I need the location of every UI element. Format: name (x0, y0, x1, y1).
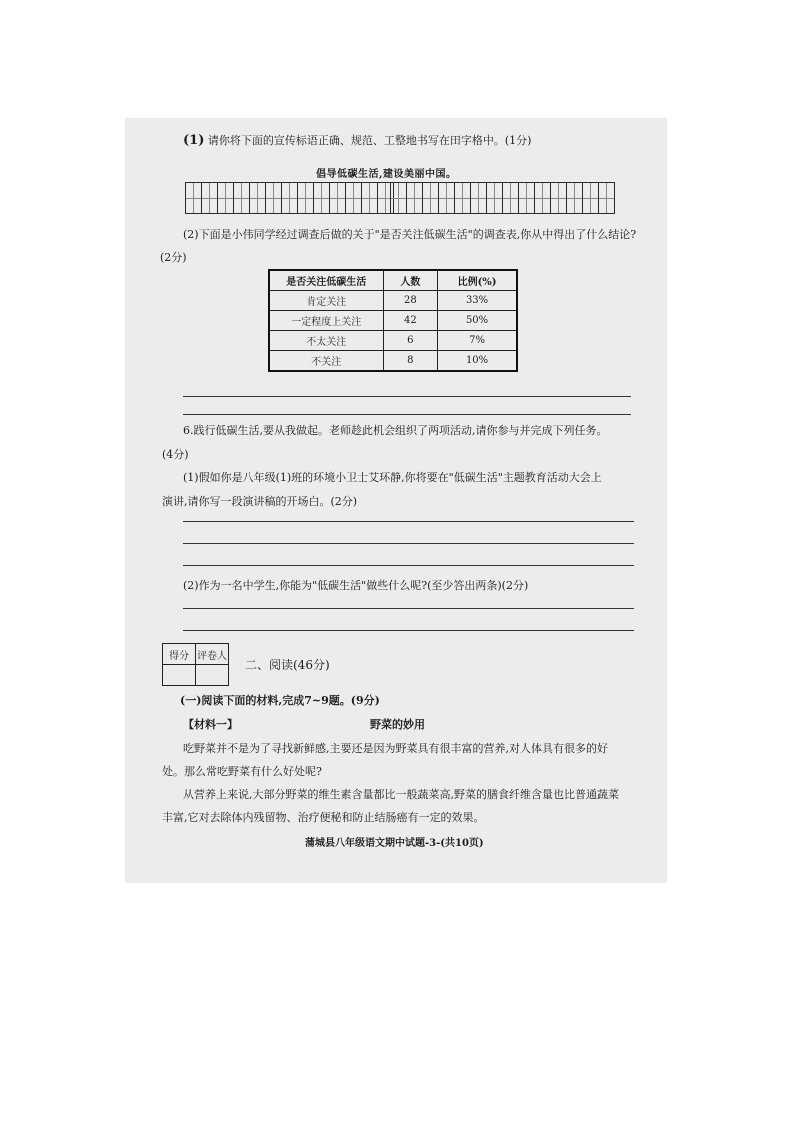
survey-header-row (269, 270, 517, 291)
survey-table (268, 269, 518, 372)
question-2-points: (2分) (160, 251, 187, 264)
survey-cell: 8 (383, 351, 438, 372)
writing-grid-left[interactable] (185, 182, 393, 214)
question-2-text: (2)下面是小伟同学经过调查后做的关于"是否关注低碳生活"的调查表,你从中得出了什么结论? (183, 228, 637, 241)
survey-cell: 33% (438, 291, 517, 311)
answer-line-q6-2-2[interactable] (183, 630, 634, 631)
question-6-2-text: (2)作为一名中学生,你能为"低碳生活"做些什么呢?(至少答出两条)(2分) (183, 579, 529, 592)
survey-cell: 不关注 (269, 351, 383, 372)
slogan-text: 倡导低碳生活,建设美丽中国。 (316, 169, 457, 180)
question-6-text: 6.践行低碳生活,要从我做起。老师趁此机会组织了两项活动,请你参与并完成下列任务。 (183, 424, 608, 437)
writing-grid-right[interactable] (390, 182, 614, 214)
question-1-number: (1) (183, 133, 205, 148)
material-label: 【材料一】 (183, 718, 238, 731)
answer-line-q6-2-1[interactable] (183, 608, 634, 609)
survey-cell: 6 (383, 331, 438, 351)
score-table (162, 643, 229, 686)
answer-line-q2-1[interactable] (183, 396, 631, 397)
reading-intro: (一)阅读下面的材料,完成7~9题。(9分) (180, 694, 380, 707)
paragraph-2-line1: 从营养上来说,大部分野菜的维生素含量都比一般蔬菜高,野菜的膳食纤维含量也比普通蔬菜 (183, 788, 619, 801)
table-row (269, 331, 517, 351)
page-footer: 蒲城县八年级语文期中试题-3-(共10页) (305, 838, 484, 849)
paragraph-2-line2: 丰富,它对去除体内残留物、治疗便秘和防止结肠癌有一定的效果。 (162, 811, 485, 824)
survey-cell: 7% (438, 331, 517, 351)
question-6-1-line1: (1)假如你是八年级(1)班的环境小卫士艾环静,你将要在"低碳生活"主题教育活动大会上 (183, 471, 602, 484)
paragraph-1-line1: 吃野菜并不是为了寻找新鲜感,主要还是因为野菜具有很丰富的营养,对人体具有很多的好 (183, 742, 608, 755)
answer-line-q6-1-2[interactable] (183, 543, 634, 544)
survey-header-count: 人数 (383, 270, 438, 291)
question-1-text: 请你将下面的宣传标语正确、规范、工整地书写在田字格中。(1分) (207, 134, 532, 147)
answer-line-q6-1-3[interactable] (183, 565, 634, 566)
survey-cell: 肯定关注 (269, 291, 383, 311)
survey-header-topic: 是否关注低碳生活 (269, 270, 383, 291)
grader-label: 评卷人 (196, 644, 229, 665)
paragraph-1-line2: 处。那么常吃野菜有什么好处呢? (162, 765, 322, 778)
question-6-points: (4分) (162, 448, 189, 461)
survey-cell: 不太关注 (269, 331, 383, 351)
answer-line-q6-1-1[interactable] (183, 521, 634, 522)
question-6-1-line2: 演讲,请你写一段演讲稿的开场白。(2分) (162, 495, 358, 508)
section-2-heading: 二、阅读(46分) (245, 658, 330, 672)
score-label: 得分 (163, 644, 196, 665)
survey-cell: 10% (438, 351, 517, 372)
grader-input-cell[interactable] (196, 665, 229, 686)
score-input-cell[interactable] (163, 665, 196, 686)
table-row (269, 311, 517, 331)
table-row (269, 291, 517, 311)
material-title: 野菜的妙用 (370, 718, 425, 731)
survey-cell: 42 (383, 311, 438, 331)
table-row (269, 351, 517, 372)
survey-header-ratio: 比例(%) (438, 270, 517, 291)
survey-cell: 28 (383, 291, 438, 311)
answer-line-q2-2[interactable] (183, 414, 631, 415)
question-1-prompt (183, 133, 531, 149)
survey-cell: 50% (438, 311, 517, 331)
survey-cell: 一定程度上关注 (269, 311, 383, 331)
